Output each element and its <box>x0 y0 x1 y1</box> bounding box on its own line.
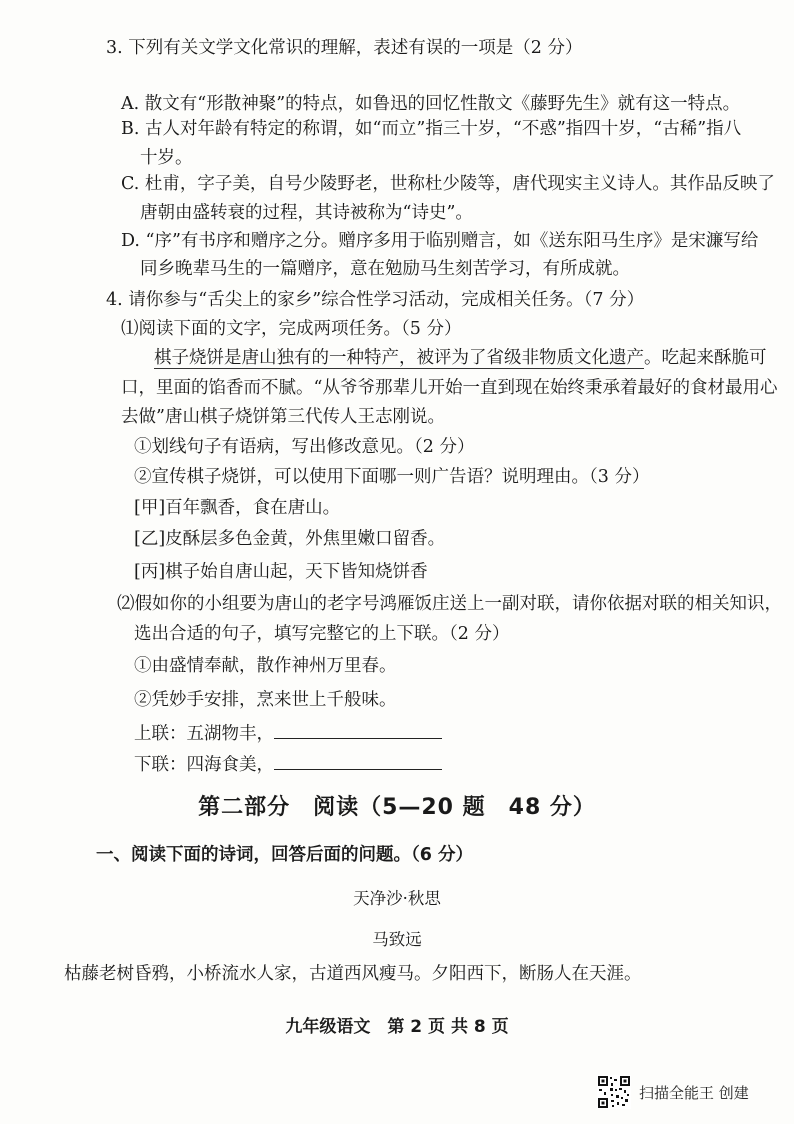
q3-option-c-line2: 唐朝由盛转衰的过程，其诗被称为“诗史”。 <box>140 203 473 223</box>
q3-option-b-line1: B. 古人对年龄有特定的称谓，如“而立”指三十岁，“不惑”指四十岁，“古稀”指八 <box>121 119 742 139</box>
q4-task1: ①划线句子有语病，写出修改意见。（2 分） <box>134 437 475 457</box>
passage-line1-rest: 。吃起来酥脆可 <box>644 348 767 368</box>
q3-option-b-line2: 十岁。 <box>140 148 193 168</box>
section2-part1-stem: 一、阅读下面的诗词，回答后面的问题。（6 分） <box>96 845 474 865</box>
couplet-option-2: ②凭妙手安排，烹来世上千般味。 <box>134 690 397 710</box>
q4-part1-stem: ⑴阅读下面的文字，完成两项任务。（5 分） <box>121 319 462 339</box>
scanner-badge <box>597 1072 749 1112</box>
poem-title: 天净沙·秋思 <box>353 889 441 908</box>
q4-passage-line2: 口，里面的馅香而不腻。“从爷爷那辈儿开始一直到现在始终秉承着最好的食材最用心 <box>121 378 778 398</box>
ad-option-jia: [甲]百年飘香，食在唐山。 <box>134 498 341 518</box>
q3-option-c-line1: C. 杜甫，字子美，自号少陵野老，世称杜少陵等，唐代现实主义诗人。其作品反映了 <box>121 174 775 194</box>
q4-passage-line3: 去做”唐山棋子烧饼第三代传人王志刚说。 <box>121 407 445 427</box>
poem-author: 马致远 <box>372 930 422 949</box>
upper-couplet-blank[interactable] <box>274 720 442 739</box>
ad-option-yi: [乙]皮酥层多色金黄，外焦里嫩口留香。 <box>134 529 446 549</box>
q4-stem: 4. 请你参与“舌尖上的家乡”综合性学习活动，完成相关任务。（7 分） <box>106 290 645 310</box>
q3-stem: 3. 下列有关文学文化常识的理解，表述有误的一项是（2 分） <box>106 38 583 58</box>
q4-part2-line2: 选出合适的句子，填写完整它的上下联。（2 分） <box>134 624 510 644</box>
lower-couplet <box>134 751 442 777</box>
section2-heading: 第二部分 阅读（5—20 题 48 分） <box>198 795 596 820</box>
scanner-label: 扫描全能王 创建 <box>639 1083 749 1102</box>
q4-task2: ②宣传棋子烧饼，可以使用下面哪一则广告语？说明理由。（3 分） <box>134 467 650 487</box>
ad-option-bing: [丙]棋子始自唐山起，天下皆知烧饼香 <box>134 562 428 582</box>
lower-couplet-label: 下联：四海食美， <box>134 755 274 775</box>
lower-couplet-blank[interactable] <box>274 751 442 770</box>
qr-code-icon <box>597 1075 631 1109</box>
poem-text: 枯藤老树昏鸦，小桥流水人家，古道西风瘦马。夕阳西下，断肠人在天涯。 <box>64 964 642 984</box>
q3-option-d-line2: 同乡晚辈马生的一篇赠序，意在勉励马生刻苦学习，有所成就。 <box>140 259 630 279</box>
underlined-sentence: 棋子烧饼是唐山独有的一种特产，被评为了省级非物质文化遗产 <box>154 348 644 368</box>
page-footer: 九年级语文 第 2 页 共 8 页 <box>285 1017 509 1037</box>
q3-option-d-line1: D. “序”有书序和赠序之分。赠序多用于临别赠言，如《送东阳马生序》是宋濂写给 <box>121 231 759 251</box>
q4-part2-line1: ⑵假如你的小组要为唐山的老字号鸿雁饭庄送上一副对联，请你依据对联的相关知识， <box>117 594 782 614</box>
upper-couplet-label: 上联：五湖物丰， <box>134 724 274 744</box>
q3-option-a: A. 散文有“形散神聚”的特点，如鲁迅的回忆性散文《藤野先生》就有这一特点。 <box>121 94 741 114</box>
q4-passage-line1 <box>154 346 767 370</box>
upper-couplet <box>134 720 442 746</box>
couplet-option-1: ①由盛情奉献，散作神州万里春。 <box>134 656 397 676</box>
